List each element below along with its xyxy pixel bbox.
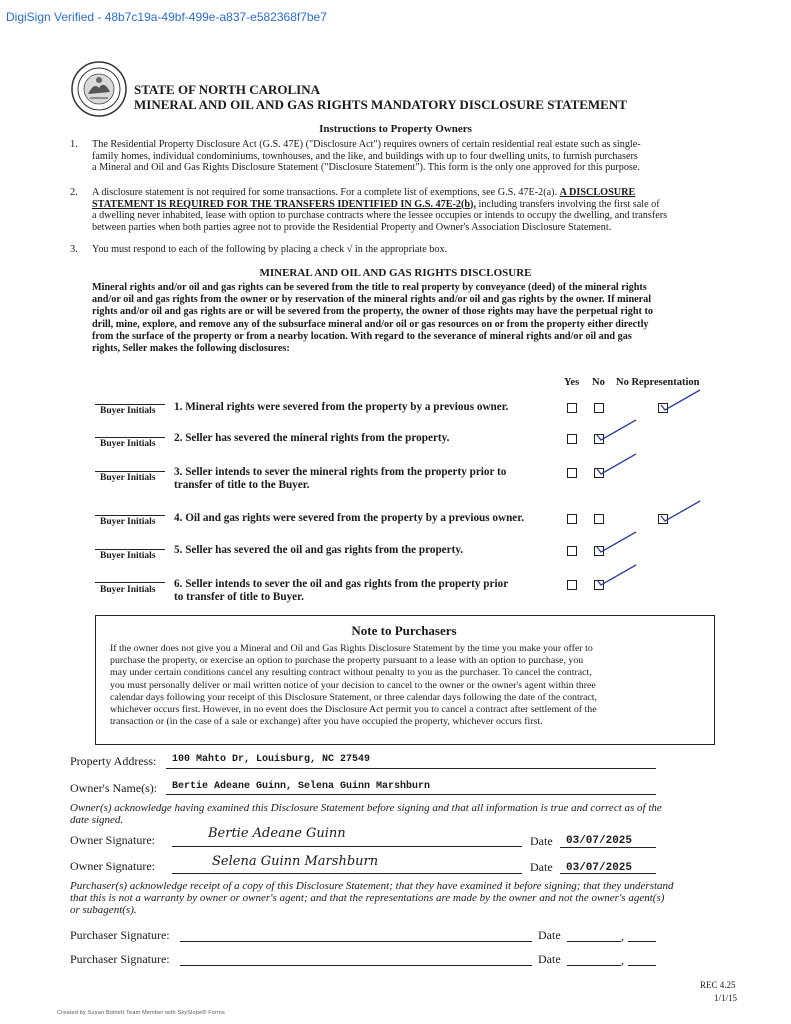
buyer-initials-line[interactable] bbox=[95, 549, 165, 550]
instructions-title: Instructions to Property Owners bbox=[319, 123, 472, 135]
note-line: whichever occurs first. However, in no event does the Disclosure Act permit you to cancel a contract after settlement of the bbox=[110, 704, 597, 716]
buyer-initials-label: Buyer Initials bbox=[100, 473, 156, 483]
question-4 bbox=[174, 512, 574, 525]
ack-line: Purchaser(s) acknowledge receipt of a copy of this Disclosure Statement; that they have examined it before signing; that they understand bbox=[70, 880, 674, 892]
purchaser-year-field[interactable] bbox=[628, 965, 656, 966]
disclosure-line: and/or oil and gas rights from the owner or by reservation of the mineral rights and/or oil and gas rights by the owner. If mineral bbox=[92, 294, 652, 306]
question-5 bbox=[174, 544, 574, 557]
disclosure-line: from the surface of the property or from a nearby location. With regard to the severance of mineral rights and/or oil and gas bbox=[92, 330, 632, 342]
note-line: may under certain conditions cancel any resulting contract without penalty to you as the purchaser. To cancel the contract, bbox=[110, 667, 592, 679]
instruction-line: family homes, individual condominiums, townhouses, and the like, and buildings with up to four dwelling units, to furnish purchasers bbox=[92, 150, 638, 162]
instruction-line: a dwelling never inhabited, lease with option to purchase contracts where the lessee occupies or intends to occupy the dwelling, and transfers bbox=[92, 210, 668, 222]
form-revision-date: 1/1/15 bbox=[714, 993, 738, 1003]
checkmark-icon bbox=[594, 563, 638, 589]
buyer-initials-label: Buyer Initials bbox=[100, 551, 156, 561]
question-text: 5. Seller has severed the oil and gas rights from the property. bbox=[174, 544, 464, 556]
date-comma: , bbox=[621, 953, 624, 967]
buyer-initials-label: Buyer Initials bbox=[100, 439, 156, 449]
disclosure-line: rights and/or oil and gas rights are or will be severed from the property, the owner of those rights may have the perpetual right to bbox=[92, 306, 653, 318]
property-address-label: Property Address: bbox=[70, 754, 157, 768]
instruction-line bbox=[92, 187, 752, 199]
form-revision-code: REC 4.25 bbox=[700, 980, 736, 990]
ack-line: or subagent(s). bbox=[70, 904, 137, 917]
checkmark-icon bbox=[594, 530, 638, 556]
instruction-number: 1. bbox=[70, 139, 78, 150]
instruction-emphasis: STATEMENT IS REQUIRED FOR THE TRANSFERS IDENTIFIED IN G.S. 47E-2(b), bbox=[92, 198, 476, 210]
purchaser-acknowledgement bbox=[70, 880, 760, 917]
question-text: to transfer of title to Buyer. bbox=[174, 591, 304, 603]
property-address-line bbox=[166, 768, 656, 769]
instruction-text: A disclosure statement is not required for some transactions. For a complete list of exemptions, see G.S. 47E-2(a). bbox=[92, 187, 558, 198]
owner-signature-label: Owner Signature: bbox=[70, 859, 155, 873]
date-label: Date bbox=[530, 860, 553, 874]
owner-signature-line bbox=[172, 846, 522, 847]
digisign-verified-banner: DigiSign Verified - 48b7c19a-49bf-499e-a837-e582368f7be7 bbox=[6, 10, 327, 24]
disclosure-line: drill, mine, explore, and remove any of the subsurface mineral and/or oil or gas resources on or from the property either directly bbox=[92, 318, 649, 330]
instruction-line: The Residential Property Disclosure Act (G.S. 47E) ("Disclosure Act") requires owners of certain residential real estate such as single- bbox=[92, 139, 641, 150]
checkbox-yes[interactable] bbox=[567, 403, 577, 413]
checkbox-no[interactable] bbox=[594, 514, 604, 524]
note-line: purchase the property, or exercise an option to purchase the property pursuant to a lease with an option to purchase, you bbox=[110, 655, 584, 667]
instruction-text: including transfers involving the first sale of bbox=[478, 198, 660, 210]
column-no-representation: No Representation bbox=[616, 377, 700, 388]
owner-signature-label: Owner Signature: bbox=[70, 833, 155, 847]
buyer-initials-label: Buyer Initials bbox=[100, 585, 156, 595]
instruction-number: 3. bbox=[70, 244, 78, 255]
purchaser-signature-label: Purchaser Signature: bbox=[70, 952, 170, 966]
buyer-initials-line[interactable] bbox=[95, 582, 165, 583]
instruction-line: You must respond to each of the following by placing a check √ in the appropriate box. bbox=[92, 244, 448, 255]
owner-names-field[interactable]: Bertie Adeane Guinn, Selena Guinn Marshburn bbox=[172, 781, 431, 792]
owner-names-line bbox=[166, 794, 656, 795]
purchaser-signature-label: Purchaser Signature: bbox=[70, 928, 170, 942]
disclosure-paragraph bbox=[92, 282, 732, 355]
column-no: No bbox=[592, 377, 605, 388]
nc-real-estate-seal bbox=[70, 60, 128, 118]
buyer-initials-label: Buyer Initials bbox=[100, 517, 156, 527]
owner-acknowledgement bbox=[70, 802, 750, 826]
note-title: Note to Purchasers bbox=[351, 623, 457, 638]
owner-signature-1[interactable]: Bertie Adeane Guinn bbox=[208, 826, 346, 841]
question-1 bbox=[174, 401, 574, 414]
purchaser-date-field[interactable] bbox=[567, 941, 621, 942]
checkbox-yes[interactable] bbox=[567, 468, 577, 478]
instruction-number: 2. bbox=[70, 187, 78, 198]
purchaser-signature-field[interactable] bbox=[180, 965, 532, 966]
question-text: 6. Seller intends to sever the oil and gas rights from the property prior bbox=[174, 578, 509, 590]
instruction-line bbox=[92, 199, 752, 211]
date-label: Date bbox=[538, 928, 561, 942]
question-text: transfer of title to the Buyer. bbox=[174, 479, 310, 491]
ack-line: date signed. bbox=[70, 814, 124, 827]
column-yes: Yes bbox=[564, 377, 580, 388]
disclosure-title: MINERAL AND OIL AND GAS RIGHTS DISCLOSURE bbox=[259, 267, 532, 279]
instruction-2 bbox=[92, 187, 752, 233]
property-address-field[interactable]: 100 Mahto Dr, Louisburg, NC 27549 bbox=[172, 754, 371, 765]
owner-signature-2-date[interactable]: 03/07/2025 bbox=[566, 862, 633, 874]
question-6 bbox=[174, 578, 574, 604]
form-state-heading: STATE OF NORTH CAROLINA bbox=[134, 82, 321, 97]
checkmark-icon bbox=[658, 499, 702, 525]
buyer-initials-line[interactable] bbox=[95, 471, 165, 472]
checkbox-yes[interactable] bbox=[567, 514, 577, 524]
form-title: MINERAL AND OIL AND GAS RIGHTS MANDATORY DISCLOSURE STATEMENT bbox=[134, 97, 627, 112]
date-label: Date bbox=[530, 834, 553, 848]
question-text: 3. Seller intends to sever the mineral rights from the property prior to bbox=[174, 466, 507, 478]
question-text: 1. Mineral rights were severed from the property by a previous owner. bbox=[174, 401, 509, 413]
buyer-initials-label: Buyer Initials bbox=[100, 406, 156, 416]
instruction-1 bbox=[92, 139, 752, 174]
checkmark-icon bbox=[594, 452, 638, 478]
owner-names-label: Owner's Name(s): bbox=[70, 781, 158, 795]
checkbox-yes[interactable] bbox=[567, 580, 577, 590]
disclosure-line: Mineral rights and/or oil and gas rights can be severed from the title to real property by conveyance (deed) of the mineral rights bbox=[92, 282, 647, 293]
question-2 bbox=[174, 432, 574, 445]
note-line: If the owner does not give you a Mineral and Oil and Gas Rights Disclosure Statement by the time you make your offer to bbox=[110, 643, 593, 654]
buyer-initials-line[interactable] bbox=[95, 404, 165, 405]
buyer-initials-line[interactable] bbox=[95, 515, 165, 516]
disclosure-line: rights, Seller makes the following disclosures: bbox=[92, 343, 290, 355]
checkmark-icon bbox=[594, 418, 638, 444]
checkbox-no[interactable] bbox=[594, 403, 604, 413]
question-text: 2. Seller has severed the mineral rights from the property. bbox=[174, 432, 450, 444]
instruction-line: between parties when both parties agree not to provide the Residential Property and Owner's Association Disclosure Statement. bbox=[92, 221, 612, 233]
checkmark-icon bbox=[658, 388, 702, 414]
buyer-initials-line[interactable] bbox=[95, 437, 165, 438]
purchaser-signature-field[interactable] bbox=[180, 941, 532, 942]
owner-signature-2[interactable]: Selena Guinn Marshburn bbox=[212, 854, 379, 869]
instruction-line: a Mineral and Oil and Gas Rights Disclosure Statement ("Disclosure Statement"). This form is the only one approved for this purpose. bbox=[92, 162, 640, 174]
owner-signature-1-date[interactable]: 03/07/2025 bbox=[566, 835, 633, 847]
instruction-emphasis: A DISCLOSURE bbox=[559, 187, 636, 198]
note-paragraph bbox=[110, 643, 702, 728]
instruction-3 bbox=[92, 244, 752, 256]
date-label: Date bbox=[538, 952, 561, 966]
skyslope-footer: Created by Susan Bohlett Team Member with SkySlope® Forms bbox=[57, 1010, 225, 1016]
question-3 bbox=[174, 466, 574, 492]
question-text: 4. Oil and gas rights were severed from the property by a previous owner. bbox=[174, 512, 525, 524]
date-comma: , bbox=[621, 929, 624, 943]
ack-line: that this is not a warranty by owner or owner's agent; and that the representations are made by the owner and not the owner's agent(s) bbox=[70, 892, 665, 905]
ack-line: Owner(s) acknowledge having examined this Disclosure Statement before signing and that all information is true and correct as of the bbox=[70, 802, 662, 814]
note-line: transaction or (in the case of a sale or exchange) after you have occupied the property, whichever occurs first. bbox=[110, 716, 543, 728]
checkbox-yes[interactable] bbox=[567, 546, 577, 556]
purchaser-date-field[interactable] bbox=[567, 965, 621, 966]
date-line bbox=[560, 847, 656, 848]
note-line: calendar days following your receipt of this Disclosure Statement, or three calendar days following the date of the contract, bbox=[110, 691, 597, 703]
checkbox-yes[interactable] bbox=[567, 434, 577, 444]
owner-signature-line bbox=[172, 873, 522, 874]
purchaser-year-field[interactable] bbox=[628, 941, 656, 942]
note-line: you must personally deliver or mail written notice of your decision to cancel to the owner or the owner's agent within three bbox=[110, 679, 596, 691]
